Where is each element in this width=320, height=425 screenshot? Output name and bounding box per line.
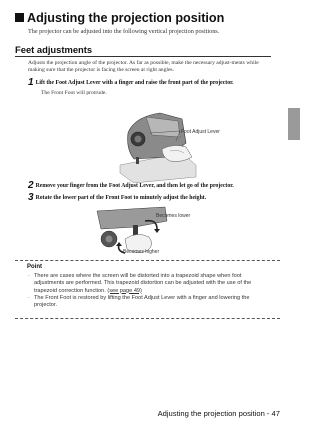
page-title: Adjusting the projection position [15, 11, 224, 25]
chapter-tab [288, 108, 300, 140]
foot-adjust-lever-label: Foot Adjust Lever [181, 129, 220, 135]
section-divider [15, 56, 271, 57]
page-footer: Adjusting the projection position - 47 [157, 409, 280, 418]
point-top-divider [15, 260, 280, 261]
step-2: 2 Remove your finger from the Foot Adjust Lever, and then let go of the projector. [28, 180, 234, 191]
becomes-higher-label: Becomes higher [123, 249, 160, 255]
intro-text: The projector can be adjusted into the following vertical projection positions. [28, 28, 220, 35]
point-item: · The Front Foot is restored by lifting the Foot Adjust Lever with a finger and lowering the projector. [28, 294, 250, 309]
step-1: 1 Lift the Foot Adjust Lever with a finger and raise the front part of the projector. [28, 77, 234, 88]
square-bullet-icon [15, 13, 24, 22]
point-bottom-divider [15, 318, 280, 319]
point-title: Point [27, 264, 42, 270]
section-title: Feet adjustments [15, 44, 93, 55]
point-list [28, 273, 268, 309]
projector-feet-figure [90, 103, 250, 183]
see-page-link[interactable]: (see page 49) [107, 287, 142, 294]
becomes-lower-label: Becomes lower [156, 213, 191, 219]
step-3: 3 Rotate the lower part of the Front Foot to minutely adjust the height. [28, 192, 207, 203]
point-item: · There are cases where the screen will be distorted into a trapezoid shape when foot adjustments are performed. This trapezoid distortion can be adjusted with the use of the trapezoid correction function. (see page 49) [28, 273, 252, 294]
section-paragraph: Adjusts the projection angle of the projector. As far as possible, make the necessary adjust-ments while making sure that the projector is facing the screen at right angles. [28, 60, 259, 74]
step-1-note: The Front Foot will protrude. [41, 90, 107, 96]
